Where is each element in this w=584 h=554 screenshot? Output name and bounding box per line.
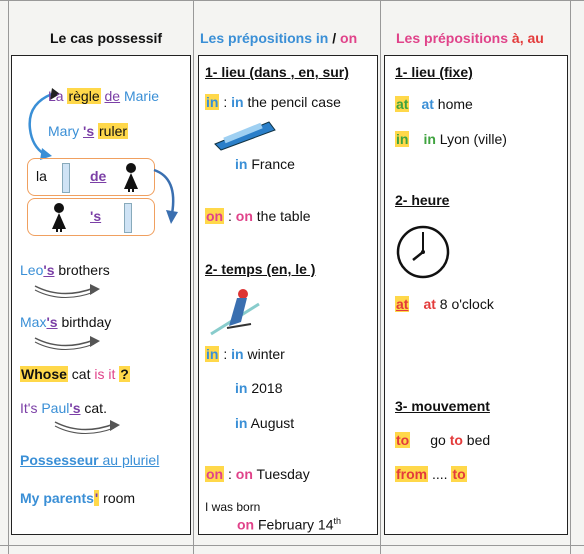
row-on-february: on February 14th [237,516,341,533]
col2-panel [198,55,378,535]
example-box-la-de [27,158,155,196]
section-heure: 2- heure [395,192,450,208]
section-temps: 2- temps (en, le ) [205,261,316,277]
section-mouvement: 3- mouvement [395,398,490,414]
col3-panel [384,55,568,535]
box-label-la: la [36,168,47,184]
swoosh-arrow-icon [52,418,122,436]
row-in-lyon: in in Lyon (ville) [396,131,507,147]
section-lieu: 1- lieu (dans , en, sur) [205,64,349,80]
skier-icon [207,284,263,342]
column-divider [570,0,571,554]
rule-example-line2: Mary 's ruler [48,123,128,139]
col1-panel [11,55,191,535]
row-on-tuesday: on : on Tuesday [206,466,310,482]
box-label-de: de [90,168,107,184]
row-on-table: on : on the table [206,208,311,224]
col1-header: Le cas possessif [50,30,163,46]
curved-arrow-icon [152,164,182,234]
col2-header: Les prépositions in / on [200,30,358,46]
column-divider [380,0,381,554]
section-lieu-fixe: 1- lieu (fixe) [395,64,473,80]
example-whose-cat: Whose cat is it ? [21,366,129,382]
clock-icon [395,224,451,280]
girl-icon [48,201,70,233]
col3-header: Les prépositions à, au [396,30,544,46]
row-at-home: at at home [396,96,473,112]
row-in-august: in August [235,415,295,431]
column-divider [8,0,9,554]
row-at-8-oclock: at at 8 o'clock [396,296,494,312]
example-leos-brothers: Leo's brothers [20,262,110,278]
row-from-to: from .... to [396,466,466,482]
plural-possessor-heading: Possesseur au pluriel [20,452,160,468]
ruler-icon [62,163,70,193]
example-box-s [27,198,155,236]
bottom-rule [0,545,584,546]
column-divider [193,0,194,554]
row-in-2018: in 2018 [235,380,283,396]
example-pauls-cat: It's Paul's cat. [20,400,107,416]
ruler-icon [124,203,132,233]
box-label-s: 's [90,208,102,224]
rule-example-line1: La règle de Marie [48,88,159,104]
row-in-winter: in : in winter [206,346,285,362]
top-rule [0,0,584,1]
girl-icon [120,161,142,193]
swoosh-arrow-icon [32,282,102,300]
row-go-to-bed: to go to bed [396,432,491,448]
swoosh-arrow-icon [32,334,102,352]
row-in-france: in France [235,156,295,172]
row-i-was-born: I was born [205,500,261,514]
example-my-parents-room: My parents' room [20,490,136,506]
example-maxs-birthday: Max's birthday [20,314,112,330]
row-in-pencil-case: in : in the pencil case [206,94,341,110]
pencil-case-icon [213,116,277,152]
